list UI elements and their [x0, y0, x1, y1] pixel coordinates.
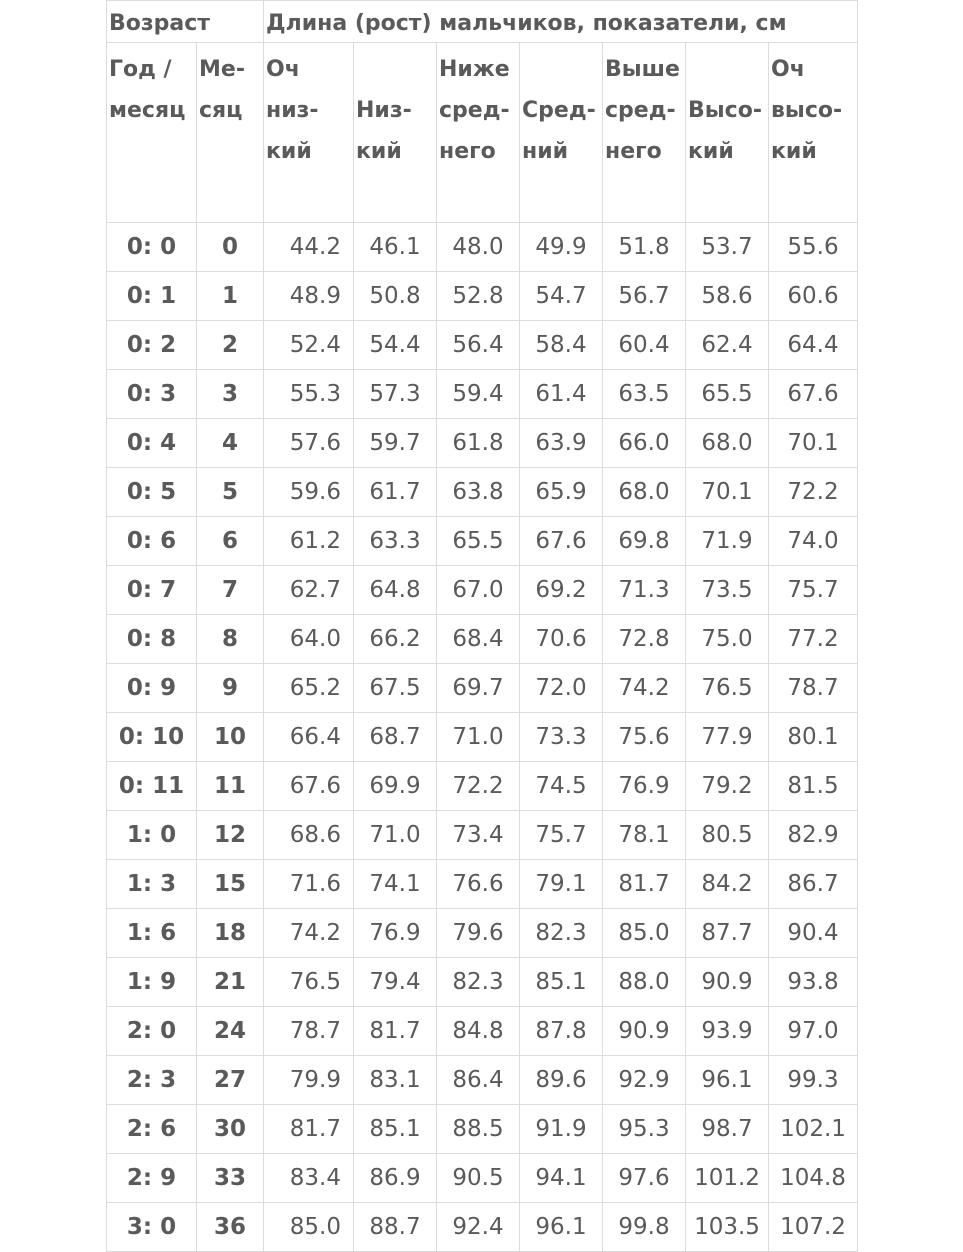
value-cell: 86.4: [437, 1056, 520, 1105]
age-cell: 0: 3: [107, 370, 197, 419]
value-cell: 68.6: [264, 811, 354, 860]
value-cell: 71.0: [354, 811, 437, 860]
year-month-header: Год / месяц: [107, 43, 197, 223]
value-cell: 55.6: [769, 223, 858, 272]
months-cell: 2: [197, 321, 264, 370]
value-cell: 72.2: [769, 468, 858, 517]
table-row: [107, 909, 858, 958]
months-cell: 8: [197, 615, 264, 664]
value-cell: 90.4: [769, 909, 858, 958]
value-cell: 57.6: [264, 419, 354, 468]
table-row: [107, 223, 858, 272]
value-cell: 86.7: [769, 860, 858, 909]
months-cell: 3: [197, 370, 264, 419]
value-cell: 69.7: [437, 664, 520, 713]
age-cell: 0: 7: [107, 566, 197, 615]
value-cell: 66.4: [264, 713, 354, 762]
value-cell: 56.4: [437, 321, 520, 370]
value-cell: 71.6: [264, 860, 354, 909]
value-cell: 69.2: [520, 566, 603, 615]
value-cell: 53.7: [686, 223, 769, 272]
table-row: [107, 664, 858, 713]
value-cell: 65.9: [520, 468, 603, 517]
value-cell: 48.9: [264, 272, 354, 321]
months-cell: 6: [197, 517, 264, 566]
age-cell: 0: 0: [107, 223, 197, 272]
value-cell: 74.0: [769, 517, 858, 566]
value-cell: 79.6: [437, 909, 520, 958]
value-cell: 74.2: [603, 664, 686, 713]
value-cell: 78.7: [264, 1007, 354, 1056]
category-header-very-high: Оч высо- кий: [769, 43, 858, 223]
header-row-top: [107, 1, 858, 43]
value-cell: 75.7: [769, 566, 858, 615]
value-cell: 71.0: [437, 713, 520, 762]
value-cell: 74.5: [520, 762, 603, 811]
value-cell: 61.7: [354, 468, 437, 517]
age-cell: 0: 11: [107, 762, 197, 811]
value-cell: 64.8: [354, 566, 437, 615]
value-cell: 97.0: [769, 1007, 858, 1056]
category-header-high: Высо- кий: [686, 43, 769, 223]
value-cell: 75.6: [603, 713, 686, 762]
value-cell: 79.2: [686, 762, 769, 811]
months-cell: 10: [197, 713, 264, 762]
value-cell: 107.2: [769, 1203, 858, 1252]
months-cell: 1: [197, 272, 264, 321]
category-header-average: Сред- ний: [520, 43, 603, 223]
value-cell: 48.0: [437, 223, 520, 272]
value-cell: 93.9: [686, 1007, 769, 1056]
months-cell: 27: [197, 1056, 264, 1105]
value-cell: 71.9: [686, 517, 769, 566]
value-cell: 81.7: [264, 1105, 354, 1154]
value-cell: 80.1: [769, 713, 858, 762]
age-cell: 1: 3: [107, 860, 197, 909]
table-row: [107, 762, 858, 811]
value-cell: 55.3: [264, 370, 354, 419]
value-cell: 101.2: [686, 1154, 769, 1203]
value-cell: 92.4: [437, 1203, 520, 1252]
value-cell: 67.0: [437, 566, 520, 615]
age-cell: 0: 5: [107, 468, 197, 517]
value-cell: 76.6: [437, 860, 520, 909]
value-cell: 72.0: [520, 664, 603, 713]
value-cell: 97.6: [603, 1154, 686, 1203]
age-cell: 3: 0: [107, 1203, 197, 1252]
months-header: Ме- сяц: [197, 43, 264, 223]
age-cell: 1: 0: [107, 811, 197, 860]
value-cell: 82.9: [769, 811, 858, 860]
value-cell: 67.6: [520, 517, 603, 566]
value-cell: 96.1: [686, 1056, 769, 1105]
months-cell: 12: [197, 811, 264, 860]
value-cell: 68.0: [686, 419, 769, 468]
value-cell: 73.3: [520, 713, 603, 762]
value-cell: 72.8: [603, 615, 686, 664]
table-row: [107, 958, 858, 1007]
value-cell: 67.5: [354, 664, 437, 713]
value-cell: 74.2: [264, 909, 354, 958]
value-cell: 62.4: [686, 321, 769, 370]
value-cell: 58.6: [686, 272, 769, 321]
value-cell: 64.4: [769, 321, 858, 370]
months-cell: 36: [197, 1203, 264, 1252]
months-cell: 33: [197, 1154, 264, 1203]
table-row: [107, 468, 858, 517]
value-cell: 102.1: [769, 1105, 858, 1154]
months-cell: 9: [197, 664, 264, 713]
age-cell: 2: 6: [107, 1105, 197, 1154]
table-row: [107, 713, 858, 762]
age-cell: 2: 3: [107, 1056, 197, 1105]
value-cell: 79.9: [264, 1056, 354, 1105]
value-cell: 74.1: [354, 860, 437, 909]
value-cell: 78.7: [769, 664, 858, 713]
value-cell: 56.7: [603, 272, 686, 321]
months-cell: 18: [197, 909, 264, 958]
table-row: [107, 1203, 858, 1252]
value-cell: 59.7: [354, 419, 437, 468]
months-cell: 11: [197, 762, 264, 811]
table-row: [107, 860, 858, 909]
value-cell: 63.9: [520, 419, 603, 468]
value-cell: 82.3: [437, 958, 520, 1007]
months-cell: 15: [197, 860, 264, 909]
value-cell: 72.2: [437, 762, 520, 811]
age-cell: 1: 6: [107, 909, 197, 958]
value-cell: 104.8: [769, 1154, 858, 1203]
value-cell: 81.7: [354, 1007, 437, 1056]
value-cell: 99.8: [603, 1203, 686, 1252]
value-cell: 83.1: [354, 1056, 437, 1105]
value-cell: 73.5: [686, 566, 769, 615]
value-cell: 66.2: [354, 615, 437, 664]
value-cell: 79.4: [354, 958, 437, 1007]
months-cell: 5: [197, 468, 264, 517]
months-cell: 7: [197, 566, 264, 615]
value-cell: 57.3: [354, 370, 437, 419]
table-row: [107, 1105, 858, 1154]
value-cell: 103.5: [686, 1203, 769, 1252]
value-cell: 70.1: [769, 419, 858, 468]
value-cell: 68.7: [354, 713, 437, 762]
value-cell: 90.9: [603, 1007, 686, 1056]
value-cell: 62.7: [264, 566, 354, 615]
value-cell: 52.8: [437, 272, 520, 321]
table-row: [107, 272, 858, 321]
months-cell: 4: [197, 419, 264, 468]
table-row: [107, 1056, 858, 1105]
value-cell: 82.3: [520, 909, 603, 958]
value-cell: 66.0: [603, 419, 686, 468]
value-cell: 49.9: [520, 223, 603, 272]
age-cell: 0: 2: [107, 321, 197, 370]
value-cell: 58.4: [520, 321, 603, 370]
value-cell: 76.9: [603, 762, 686, 811]
value-cell: 65.5: [437, 517, 520, 566]
value-cell: 63.8: [437, 468, 520, 517]
months-cell: 30: [197, 1105, 264, 1154]
value-cell: 85.1: [520, 958, 603, 1007]
value-cell: 60.6: [769, 272, 858, 321]
value-cell: 63.5: [603, 370, 686, 419]
value-cell: 67.6: [264, 762, 354, 811]
age-cell: 0: 10: [107, 713, 197, 762]
value-cell: 91.9: [520, 1105, 603, 1154]
table-row: [107, 811, 858, 860]
category-header-low: Низ- кий: [354, 43, 437, 223]
value-cell: 88.5: [437, 1105, 520, 1154]
table-row: [107, 566, 858, 615]
value-cell: 96.1: [520, 1203, 603, 1252]
value-cell: 59.4: [437, 370, 520, 419]
value-cell: 63.3: [354, 517, 437, 566]
value-cell: 85.1: [354, 1105, 437, 1154]
value-cell: 88.7: [354, 1203, 437, 1252]
length-header: Длина (рост) мальчиков, показатели, см: [264, 1, 858, 43]
value-cell: 60.4: [603, 321, 686, 370]
months-cell: 0: [197, 223, 264, 272]
value-cell: 54.4: [354, 321, 437, 370]
value-cell: 50.8: [354, 272, 437, 321]
value-cell: 46.1: [354, 223, 437, 272]
value-cell: 89.6: [520, 1056, 603, 1105]
value-cell: 77.2: [769, 615, 858, 664]
value-cell: 71.3: [603, 566, 686, 615]
value-cell: 81.7: [603, 860, 686, 909]
months-cell: 21: [197, 958, 264, 1007]
value-cell: 87.7: [686, 909, 769, 958]
category-header-below-average: Ниже сред- него: [437, 43, 520, 223]
value-cell: 54.7: [520, 272, 603, 321]
age-cell: 1: 9: [107, 958, 197, 1007]
value-cell: 88.0: [603, 958, 686, 1007]
value-cell: 61.4: [520, 370, 603, 419]
value-cell: 69.9: [354, 762, 437, 811]
value-cell: 77.9: [686, 713, 769, 762]
value-cell: 81.5: [769, 762, 858, 811]
value-cell: 75.7: [520, 811, 603, 860]
value-cell: 85.0: [264, 1203, 354, 1252]
value-cell: 83.4: [264, 1154, 354, 1203]
table-row: [107, 1154, 858, 1203]
value-cell: 93.8: [769, 958, 858, 1007]
value-cell: 85.0: [603, 909, 686, 958]
value-cell: 76.9: [354, 909, 437, 958]
age-cell: 0: 4: [107, 419, 197, 468]
table-row: [107, 419, 858, 468]
value-cell: 76.5: [264, 958, 354, 1007]
value-cell: 92.9: [603, 1056, 686, 1105]
category-header-above-average: Выше сред- него: [603, 43, 686, 223]
value-cell: 90.5: [437, 1154, 520, 1203]
age-cell: 0: 8: [107, 615, 197, 664]
value-cell: 73.4: [437, 811, 520, 860]
value-cell: 44.2: [264, 223, 354, 272]
value-cell: 84.2: [686, 860, 769, 909]
value-cell: 95.3: [603, 1105, 686, 1154]
value-cell: 80.5: [686, 811, 769, 860]
age-cell: 2: 9: [107, 1154, 197, 1203]
value-cell: 76.5: [686, 664, 769, 713]
table-row: [107, 615, 858, 664]
table-row: [107, 517, 858, 566]
age-cell: 0: 6: [107, 517, 197, 566]
value-cell: 87.8: [520, 1007, 603, 1056]
category-header-very-low: Оч низ- кий: [264, 43, 354, 223]
value-cell: 94.1: [520, 1154, 603, 1203]
age-cell: 0: 1: [107, 272, 197, 321]
value-cell: 52.4: [264, 321, 354, 370]
months-cell: 24: [197, 1007, 264, 1056]
value-cell: 86.9: [354, 1154, 437, 1203]
header-row-columns: [107, 43, 858, 223]
value-cell: 98.7: [686, 1105, 769, 1154]
value-cell: 90.9: [686, 958, 769, 1007]
boys-length-table: [106, 0, 858, 1252]
value-cell: 51.8: [603, 223, 686, 272]
age-cell: 0: 9: [107, 664, 197, 713]
growth-table-container: [106, 0, 857, 1252]
value-cell: 61.2: [264, 517, 354, 566]
value-cell: 84.8: [437, 1007, 520, 1056]
value-cell: 68.0: [603, 468, 686, 517]
value-cell: 59.6: [264, 468, 354, 517]
value-cell: 79.1: [520, 860, 603, 909]
value-cell: 99.3: [769, 1056, 858, 1105]
value-cell: 65.5: [686, 370, 769, 419]
value-cell: 67.6: [769, 370, 858, 419]
value-cell: 70.6: [520, 615, 603, 664]
table-body: [107, 223, 858, 1252]
table-row: [107, 1007, 858, 1056]
value-cell: 69.8: [603, 517, 686, 566]
value-cell: 61.8: [437, 419, 520, 468]
value-cell: 64.0: [264, 615, 354, 664]
value-cell: 65.2: [264, 664, 354, 713]
age-header: Возраст: [107, 1, 264, 43]
value-cell: 68.4: [437, 615, 520, 664]
age-cell: 2: 0: [107, 1007, 197, 1056]
table-row: [107, 370, 858, 419]
value-cell: 78.1: [603, 811, 686, 860]
value-cell: 70.1: [686, 468, 769, 517]
value-cell: 75.0: [686, 615, 769, 664]
table-row: [107, 321, 858, 370]
